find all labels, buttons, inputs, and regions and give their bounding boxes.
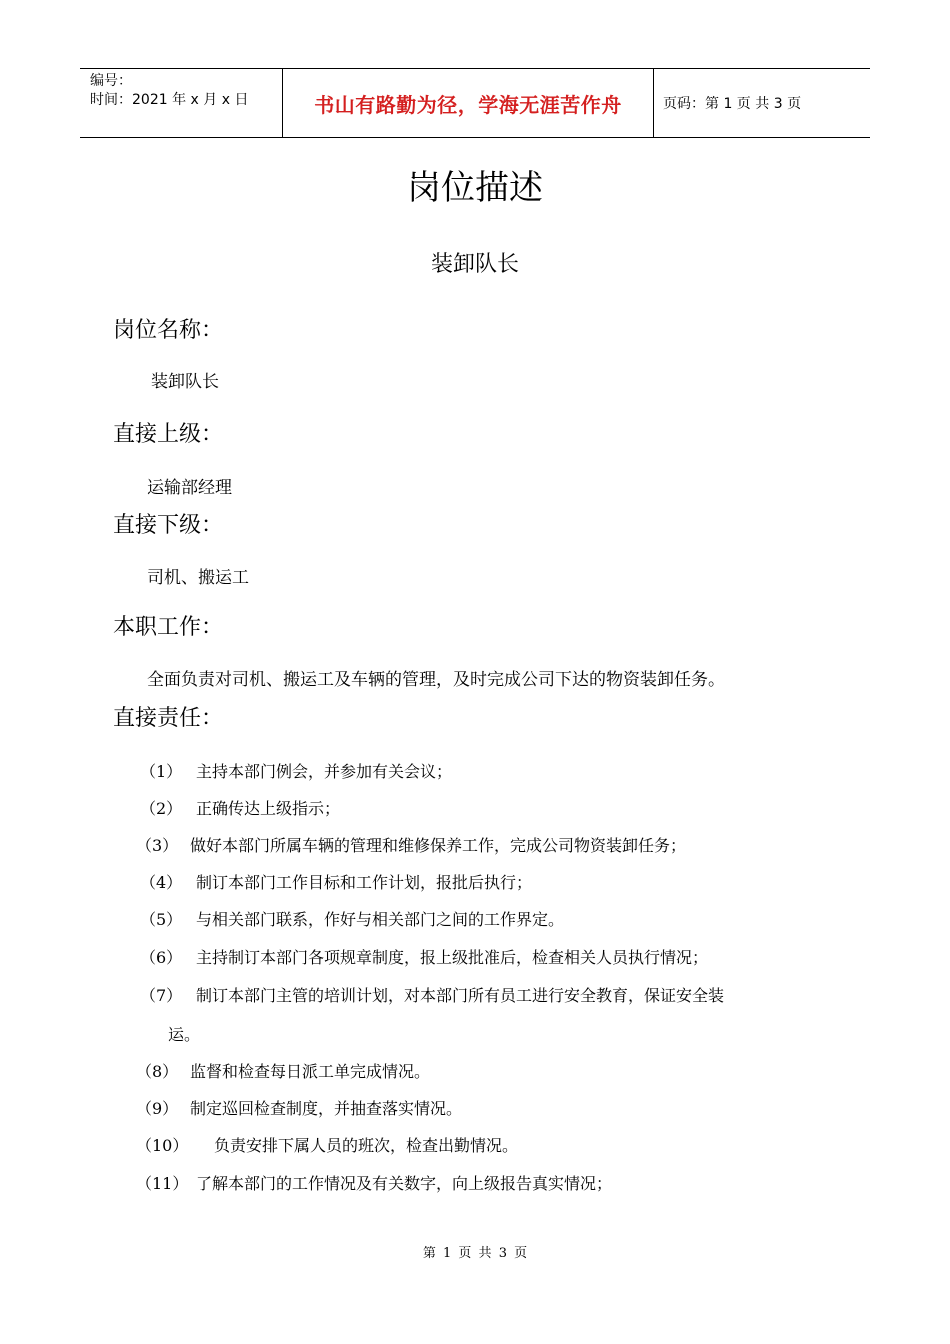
- responsibility-number: （3）: [136, 836, 179, 855]
- responsibility-number: （7）: [140, 986, 183, 1005]
- responsibility-number: （8）: [136, 1062, 179, 1081]
- page-footer: 第 1 页 共 3 页: [422, 1246, 528, 1261]
- responsibility-text: 正确传达上级指示；: [196, 799, 341, 818]
- responsibility-text: 主持制订本部门各项规章制度，报上级批准后，检查相关人员执行情况；: [196, 948, 709, 967]
- document-time-label: 时间：2021 年 x 月 x 日: [90, 92, 249, 108]
- core-work-heading: 本职工作：: [113, 615, 224, 640]
- document-number-label: 编号：: [90, 73, 132, 89]
- responsibility-number: （10）: [136, 1136, 189, 1155]
- responsibility-text: 主持本部门例会，并参加有关会议；: [196, 762, 453, 781]
- position-name-heading: 岗位名称：: [113, 318, 224, 343]
- responsibility-text: 负责安排下属人员的班次，检查出勤情况。: [214, 1136, 519, 1155]
- core-work-text: 全面负责对司机、搬运工及车辆的管理，及时完成公司下达的物资装卸任务。: [147, 670, 725, 690]
- header-page-info: 页码：第 1 页 共 3 页: [663, 96, 802, 112]
- responsibility-text: 与相关部门联系，作好与相关部门之间的工作界定。: [196, 910, 565, 929]
- responsibility-text: 做好本部门所属车辆的管理和维修保养工作，完成公司物资装卸任务；: [190, 836, 687, 855]
- header-meta: [80, 69, 282, 137]
- responsibility-number: （2）: [140, 799, 183, 818]
- responsibility-number: （9）: [136, 1099, 179, 1118]
- document-subtitle: 装卸队长: [430, 252, 519, 277]
- superior-text: 运输部经理: [147, 478, 232, 498]
- subordinates-heading: 直接下级：: [113, 513, 224, 538]
- header-motto: 书山有路勤为径，学海无涯苦作舟: [282, 69, 654, 137]
- document-title: 岗位描述: [407, 168, 543, 208]
- responsibility-number: （4）: [140, 873, 183, 892]
- responsibility-text: 制订本部门主管的培训计划，对本部门所有员工进行安全教育，保证安全装: [196, 986, 725, 1005]
- position-name-text: 装卸队长: [151, 372, 219, 392]
- responsibility-text: 制订本部门工作目标和工作计划，报批后执行；: [196, 873, 533, 892]
- responsibility-number: （1）: [140, 762, 183, 781]
- superior-heading: 直接上级：: [113, 422, 224, 447]
- responsibility-number: （6）: [140, 948, 183, 967]
- responsibility-number: （11）: [136, 1174, 189, 1193]
- responsibility-text-continued: 运。: [168, 1025, 201, 1044]
- subordinates-text: 司机、搬运工: [147, 568, 249, 588]
- responsibility-text: 制定巡回检查制度，并抽查落实情况。: [190, 1099, 463, 1118]
- document-header: [80, 68, 870, 138]
- responsibility-text: 监督和检查每日派工单完成情况。: [190, 1062, 431, 1081]
- responsibility-number: （5）: [140, 910, 183, 929]
- responsibility-text: 了解本部门的工作情况及有关数字，向上级报告真实情况；: [196, 1174, 613, 1193]
- responsibilities-heading: 直接责任：: [113, 706, 224, 731]
